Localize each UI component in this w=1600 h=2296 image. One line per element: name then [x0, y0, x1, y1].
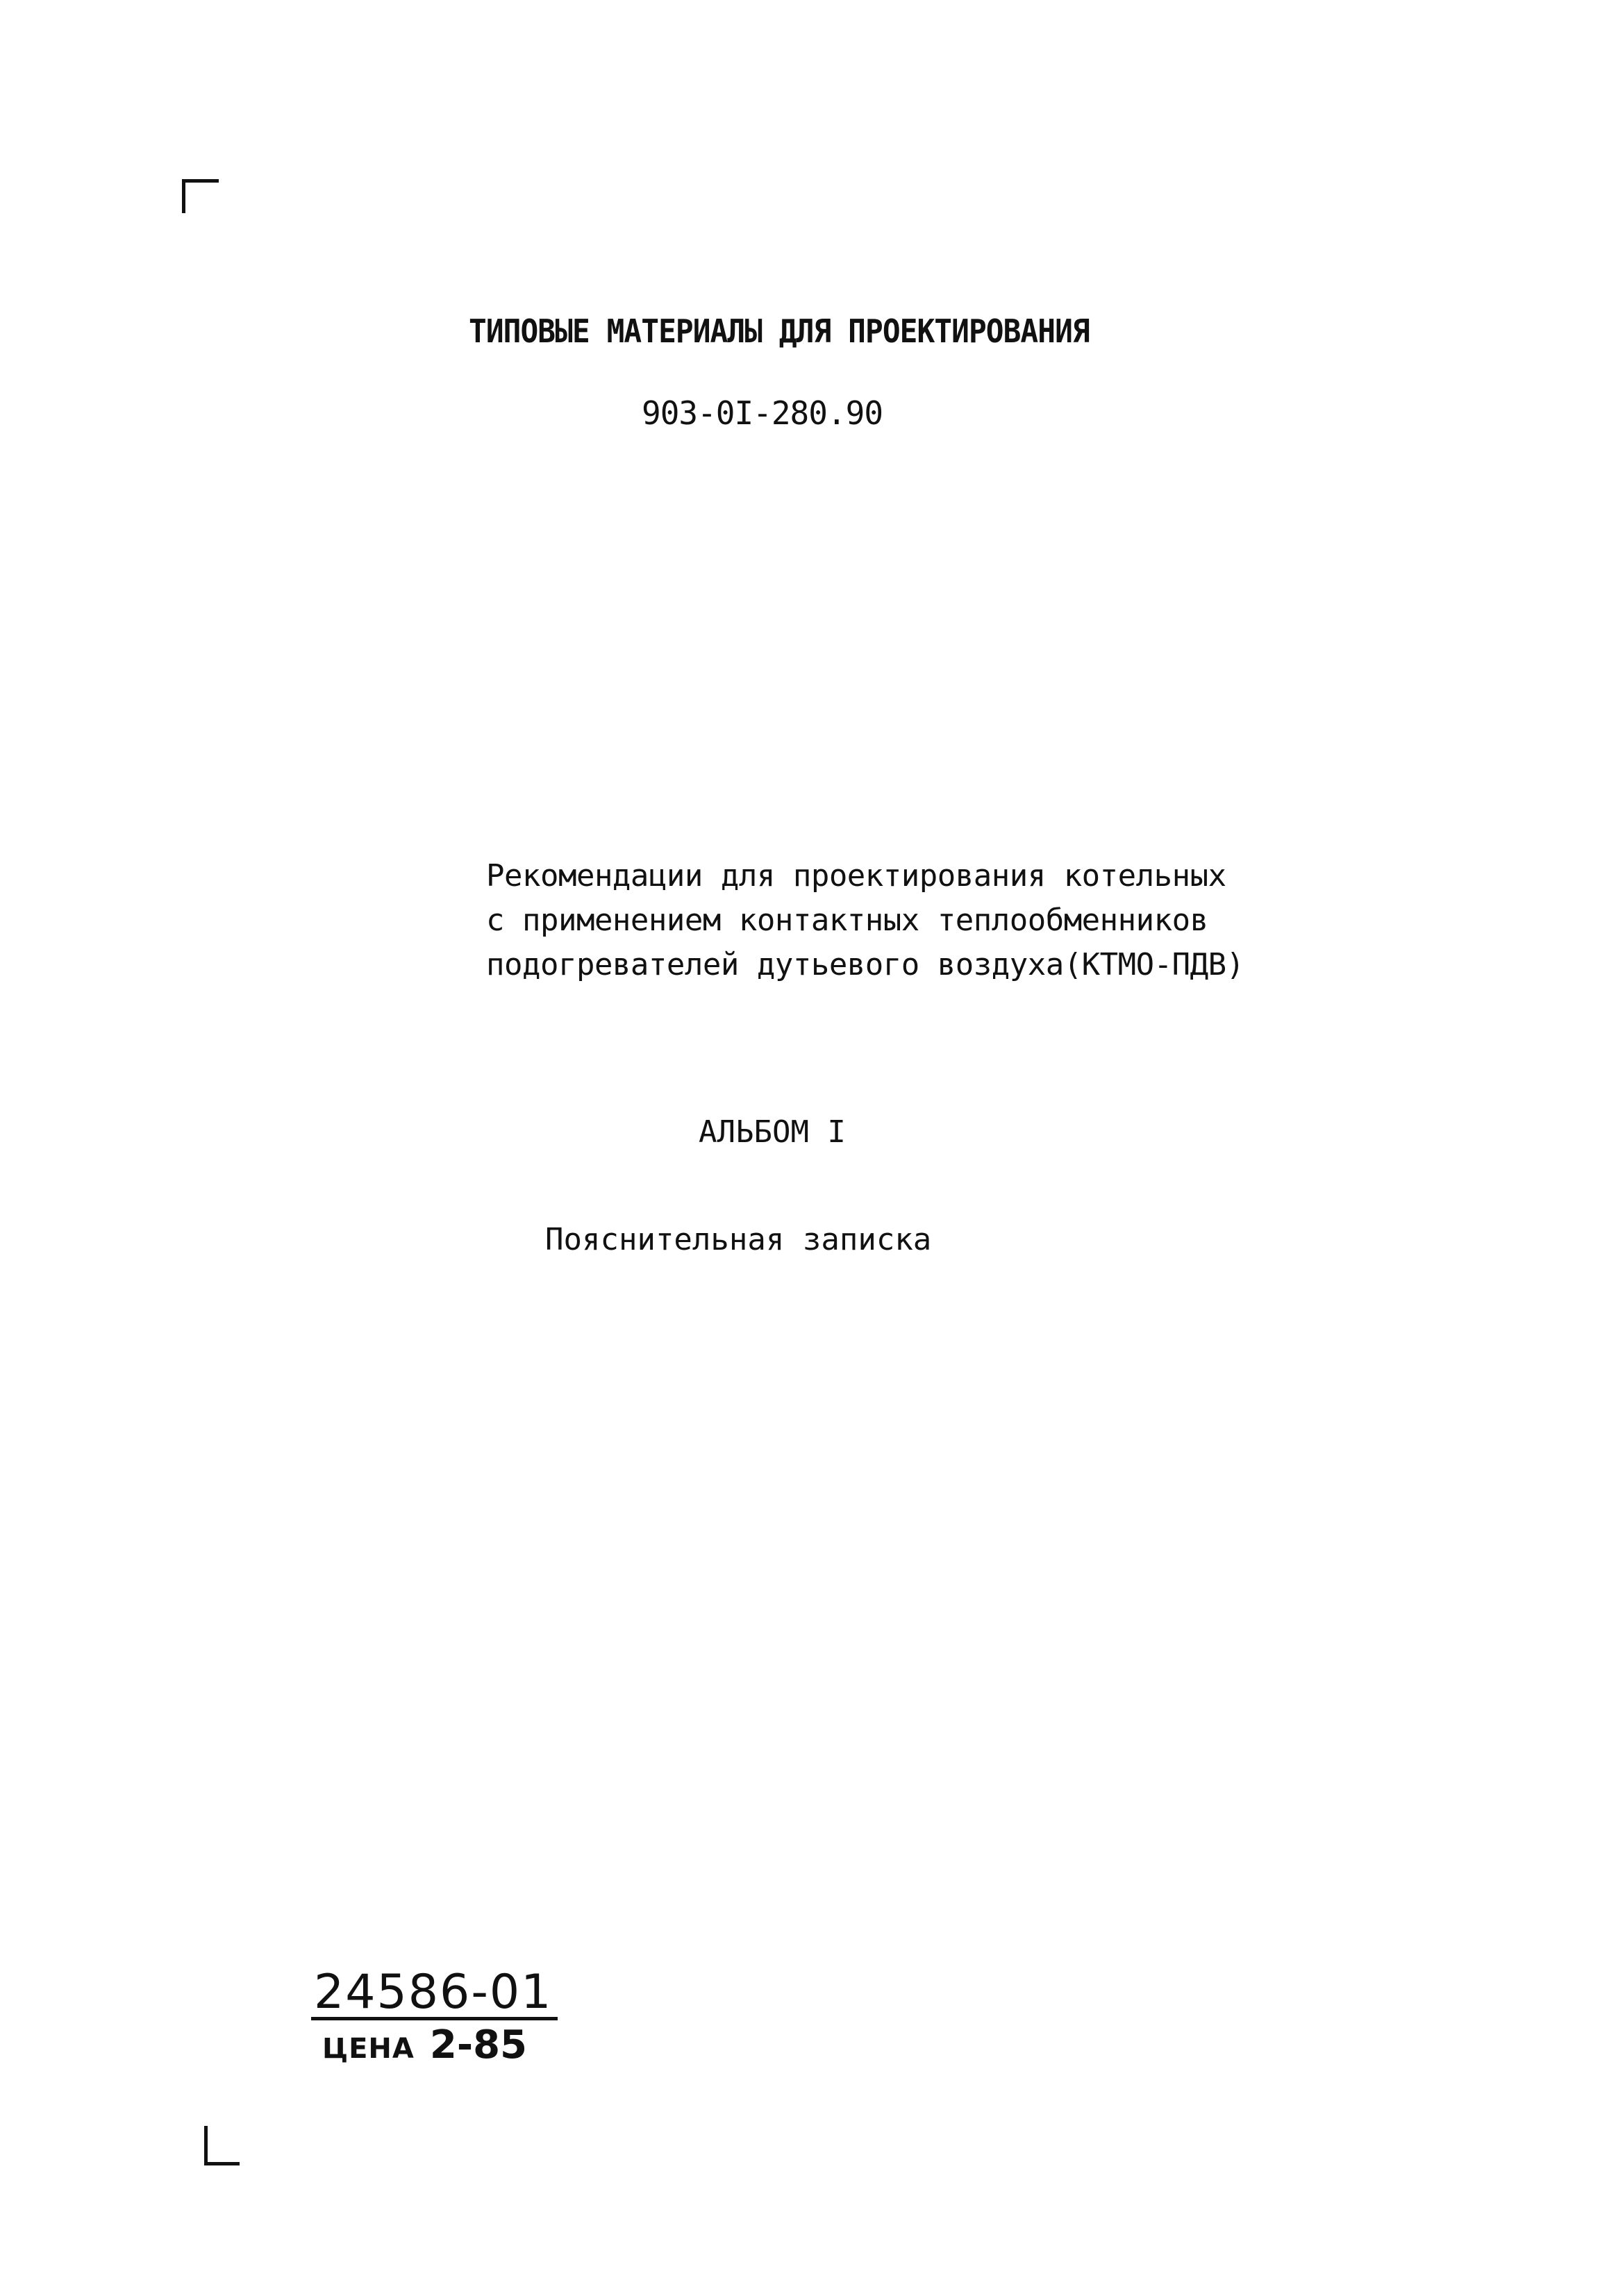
- price-value: 2-85: [429, 2022, 528, 2068]
- crop-mark-top-left: [182, 179, 219, 213]
- section-title: Пояснительная записка: [545, 1222, 932, 1257]
- price-label: ЦЕНА: [322, 2033, 415, 2065]
- document-title: [486, 854, 1244, 987]
- series-title: ТИПОВЫЕ МАТЕРИАЛЫ ДЛЯ ПРОЕКТИРОВАНИЯ: [469, 312, 1090, 350]
- document-code: 903-0I-280.90: [642, 394, 883, 432]
- title-line: подогревателей дутьевого воздуха(КТМО-ПДВ): [486, 947, 1244, 982]
- inventory-number: 24586-01: [311, 1968, 558, 2020]
- crop-mark-bottom-left: [204, 2126, 240, 2165]
- inventory-stamp: [311, 1965, 558, 2070]
- album-label: АЛЬБОМ I: [699, 1114, 846, 1150]
- title-line: Рекомендации для проектирования котельных: [486, 858, 1226, 894]
- title-line: с применением контактных теплообменников: [486, 903, 1208, 938]
- price-line: [311, 2022, 558, 2070]
